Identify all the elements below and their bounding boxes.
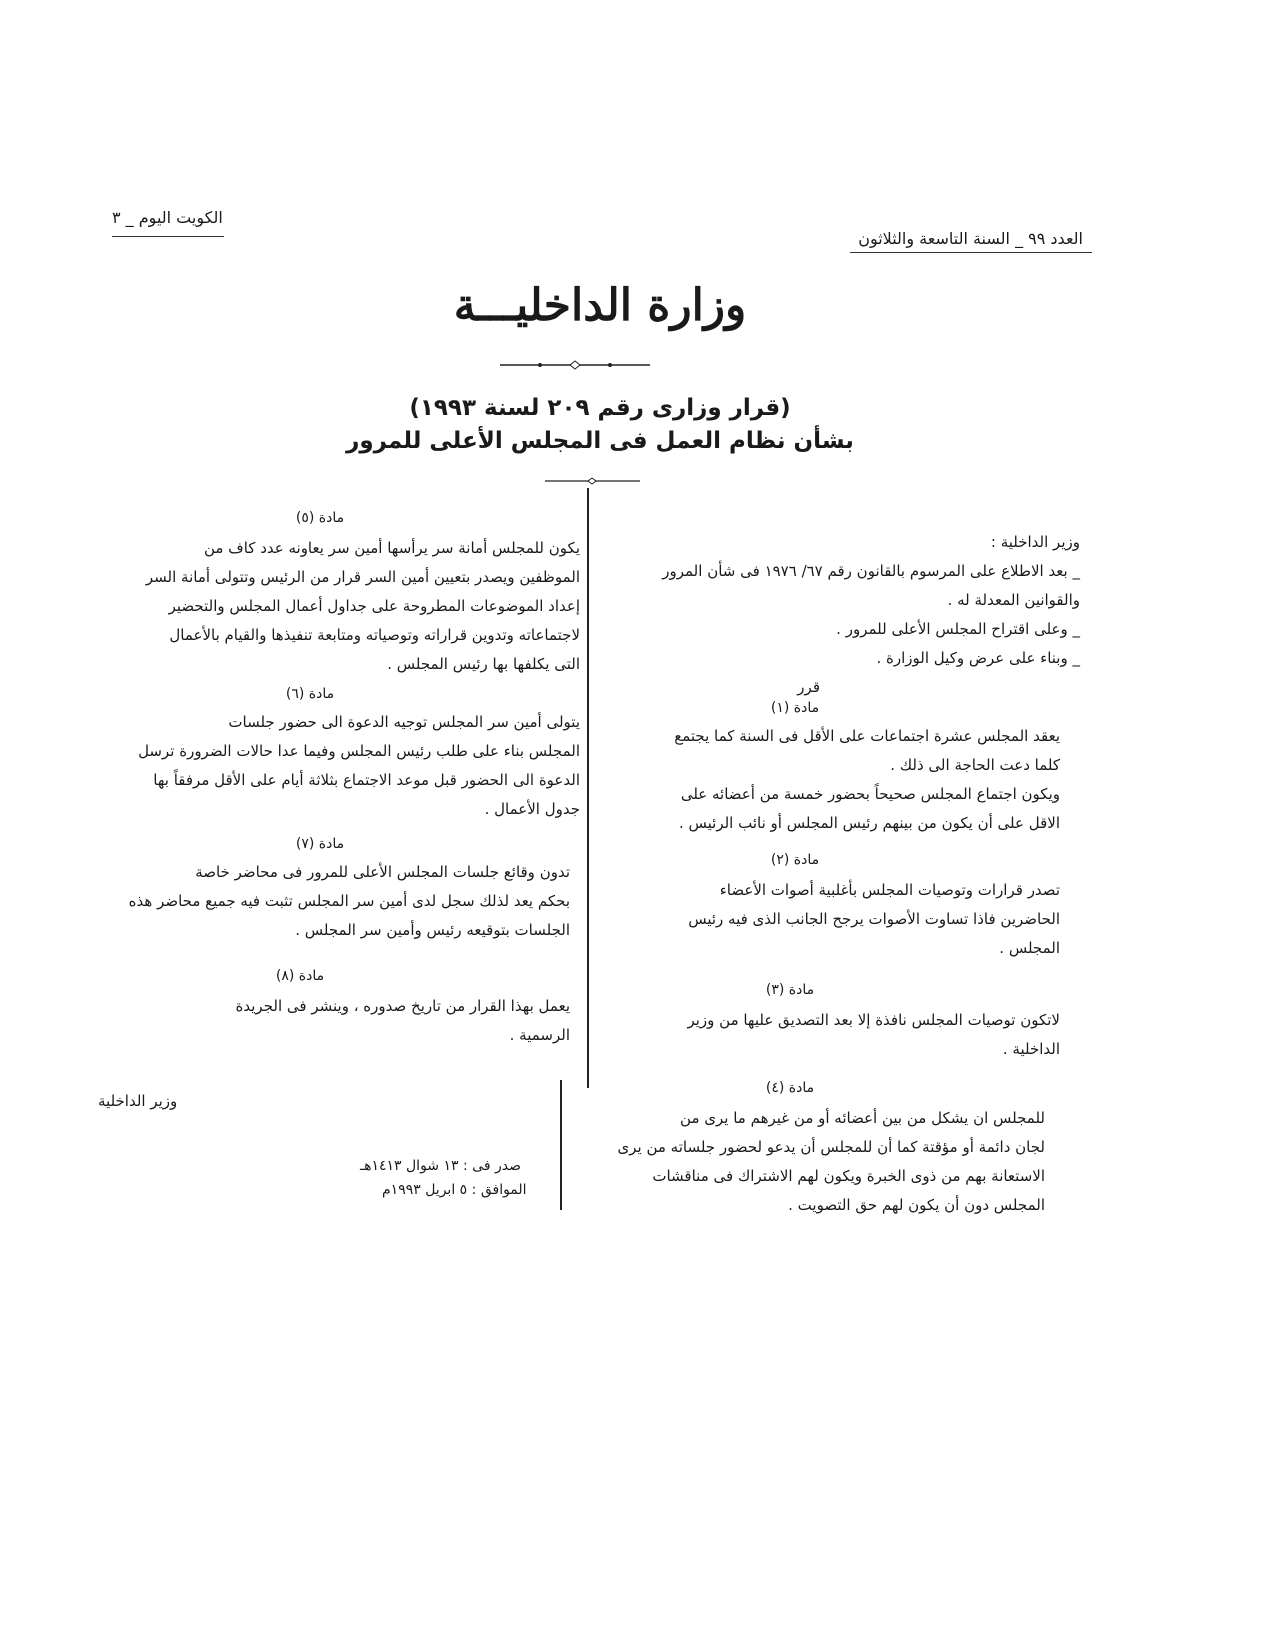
article-line: الموظفين ويصدر بتعيين أمين السر قرار من الرئيس وتتولى أمانة السر	[145, 568, 580, 586]
article-2-body	[575, 876, 1060, 963]
preamble-line: _ وبناء على عرض وكيل الوزارة .	[876, 649, 1080, 667]
decree-line1: (قرار وزارى رقم ٢٠٩ لسنة ١٩٩٣)	[409, 395, 791, 421]
column-ornament	[545, 476, 640, 486]
issued-line2: الموافق : ٥ ابريل ١٩٩٣م	[382, 1182, 527, 1198]
article-line: المجلس بناء على طلب رئيس المجلس وفيما عدا حالات الضرورة ترسل	[138, 742, 580, 760]
article-line: الحاضرين فاذا تساوت الأصوات يرجح الجانب الذى فيه رئيس	[688, 910, 1060, 928]
article-line: يكون للمجلس أمانة سر يرأسها أمين سر يعاونه عدد كاف من	[203, 539, 580, 557]
article-1-body	[600, 722, 1060, 838]
article-line: المجلس دون أن يكون لهم حق التصويت .	[788, 1196, 1045, 1214]
article-line: المجلس .	[999, 939, 1060, 957]
article-3-body	[575, 1006, 1060, 1064]
article-8-body	[90, 992, 570, 1050]
preamble-line: _ وعلى اقتراح المجلس الأعلى للمرور .	[836, 620, 1080, 638]
article-1-title: مادة (١)	[770, 700, 820, 716]
article-8-title: مادة (٨)	[275, 968, 325, 984]
header-left-rule	[112, 236, 224, 237]
article-line: تصدر قرارات وتوصيات المجلس بأغلبية أصوات الأعضاء	[719, 881, 1060, 899]
article-line: التى يكلفها بها رئيس المجلس .	[387, 655, 580, 673]
preamble-decided: قرر	[797, 678, 820, 696]
column-divider	[587, 488, 589, 1088]
header-right: العدد ٩٩ _ السنة التاسعة والثلاثون	[858, 229, 1083, 248]
article-line: يعمل بهذا القرار من تاريخ صدوره ، وينشر فى الجريدة	[235, 997, 570, 1015]
header-right-rule	[850, 252, 1092, 253]
article-line: جدول الأعمال .	[484, 800, 580, 818]
preamble	[600, 528, 1080, 702]
article-line: تدون وقائع جلسات المجلس الأعلى للمرور فى محاضر خاصة	[195, 863, 570, 881]
preamble-line: _ بعد الاطلاع على المرسوم بالقانون رقم ٦٧/ ١٩٧٦ فى شأن المرور	[662, 562, 1080, 580]
article-line: ويكون اجتماع المجلس صحيحاً بحضور خمسة من أعضائه على	[680, 785, 1060, 803]
article-line: لاجتماعاته وتدوين قراراته وتوصياته ومتابعة تنفيذها والقيام بالأعمال	[169, 626, 580, 644]
article-7-title: مادة (٧)	[295, 836, 345, 852]
article-line: الاستعانة بهم من ذوى الخبرة ويكون لهم الاشتراك فى مناقشات	[652, 1167, 1045, 1185]
article-6-body	[90, 708, 580, 824]
article-6-title: مادة (٦)	[285, 686, 335, 702]
article-2-title: مادة (٢)	[770, 852, 820, 868]
preamble-line: والقوانين المعدلة له .	[947, 591, 1080, 609]
issued-line1: صدر فى : ١٣ شوال ١٤١٣هـ	[360, 1158, 521, 1174]
article-line: بحكم يعد لذلك سجل لدى أمين سر المجلس تثبت فيه جميع محاضر هذه	[128, 892, 570, 910]
article-line: كلما دعت الحاجة الى ذلك .	[890, 756, 1060, 774]
ministry-title: وزارة الداخليـــة	[453, 280, 747, 331]
article-line: الرسمية .	[509, 1026, 570, 1044]
article-line: الدعوة الى الحضور قبل موعد الاجتماع بثلاثة أيام على الأقل مرفقاً بها	[153, 771, 580, 789]
article-5-title: مادة (٥)	[295, 510, 345, 526]
ornament-divider	[500, 360, 650, 370]
article-3-title: مادة (٣)	[765, 982, 815, 998]
article-line: للمجلس ان يشكل من بين أعضائه أو من غيرهم ما يرى من	[680, 1109, 1045, 1127]
article-line: يتولى أمين سر المجلس توجيه الدعوة الى حضور جلسات	[228, 713, 580, 731]
article-line: إعداد الموضوعات المطروحة على جداول أعمال المجلس والتحضير	[168, 597, 580, 615]
article-line: الداخلية .	[1002, 1040, 1060, 1058]
article-4-body	[560, 1104, 1045, 1220]
decree-line2: بشأن نظام العمل فى المجلس الأعلى للمرور	[346, 428, 854, 454]
article-7-body	[90, 858, 570, 945]
preamble-line: وزير الداخلية :	[990, 533, 1080, 551]
article-line: لاتكون توصيات المجلس نافذة إلا بعد التصديق عليها من وزير	[687, 1011, 1060, 1029]
article-line: لجان دائمة أو مؤقتة كما أن للمجلس أن يدعو لحضور جلساته من يرى	[617, 1138, 1045, 1156]
article-line: يعقد المجلس عشرة اجتماعات على الأقل فى السنة كما يجتمع	[674, 727, 1060, 745]
article-5-body	[100, 534, 580, 679]
signature: وزير الداخلية	[98, 1092, 178, 1110]
article-line: الاقل على أن يكون من بينهم رئيس المجلس أو نائب الرئيس .	[678, 814, 1060, 832]
header-left: الكويت اليوم _ ٣	[112, 208, 223, 227]
article-line: الجلسات بتوقيعه رئيس وأمين سر المجلس .	[295, 921, 570, 939]
article-4-title: مادة (٤)	[765, 1080, 815, 1096]
